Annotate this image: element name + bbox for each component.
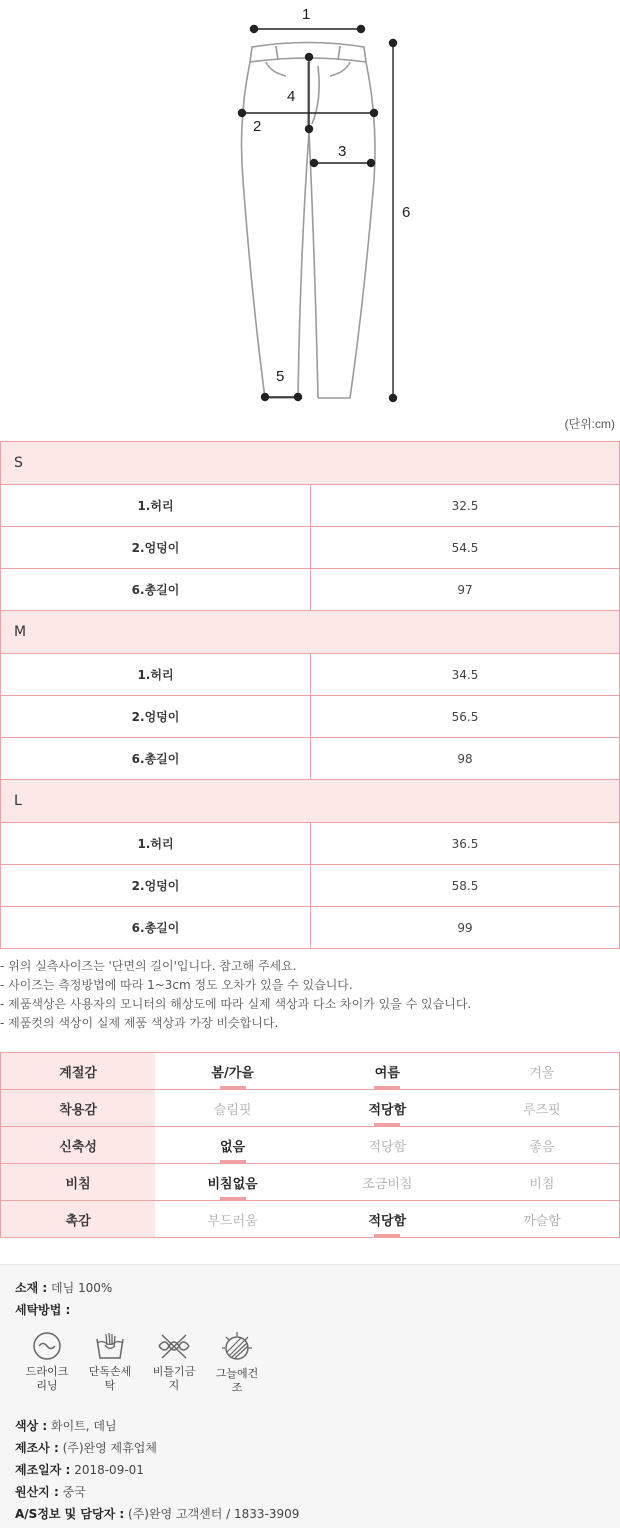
- care-label: 비틀기금 지: [152, 1365, 196, 1392]
- table-row: [1, 738, 620, 780]
- care-item-shade-dry: [212, 1331, 262, 1395]
- unit-label: (단위:cm): [564, 417, 615, 431]
- dimension-label-rise: 4: [287, 88, 296, 105]
- measure-label: 6.총길이: [1, 569, 311, 611]
- care-icons: [22, 1331, 262, 1411]
- measure-value: 36.5: [311, 823, 620, 865]
- table-row: [1, 654, 620, 696]
- wash-label: 세탁방법 :: [15, 1303, 71, 1317]
- feature-label: 착용감: [1, 1090, 156, 1127]
- care-item-dry-clean: [22, 1331, 72, 1393]
- date-value: 2018-09-01: [74, 1463, 144, 1477]
- dimension-label-hip: 2: [253, 118, 262, 135]
- size-table: [0, 441, 620, 949]
- as-value: (주)완영 고객센터 / 1833-3909: [128, 1507, 300, 1521]
- feature-row-touch: [1, 1201, 620, 1238]
- product-info-section: [0, 1264, 620, 1528]
- feature-option-selected: 봄/가을: [155, 1053, 310, 1090]
- care-label: 그늘에건 조: [215, 1367, 259, 1394]
- feature-option-selected: 여름: [310, 1053, 465, 1090]
- size-name: S: [1, 442, 620, 485]
- size-notes: [0, 957, 620, 1033]
- feature-option: 슬림핏: [155, 1090, 310, 1127]
- measure-label: 6.총길이: [1, 907, 311, 949]
- measure-value: 58.5: [311, 865, 620, 907]
- dimension-label-length: 6: [402, 204, 411, 221]
- manufacture-date-row: [15, 1461, 144, 1478]
- feature-option-selected: 없음: [155, 1127, 310, 1164]
- measure-label: 1.허리: [1, 823, 311, 865]
- date-label: 제조일자 :: [15, 1463, 71, 1477]
- care-label: 드라이크 리닝: [25, 1365, 69, 1392]
- color-label: 색상 :: [15, 1419, 48, 1433]
- feature-row-sheer: [1, 1164, 620, 1201]
- feature-option: 좋음: [465, 1127, 620, 1164]
- dimension-label-thigh: 3: [338, 143, 347, 160]
- feature-label: 계절감: [1, 1053, 156, 1090]
- feature-option: 루즈핏: [465, 1090, 620, 1127]
- feature-option: 적당함: [310, 1127, 465, 1164]
- measure-value: 97: [311, 569, 620, 611]
- feature-option: 부드러움: [155, 1201, 310, 1238]
- feature-option-selected: 비침없음: [155, 1164, 310, 1201]
- measure-label: 1.허리: [1, 485, 311, 527]
- feature-option: 까슬함: [465, 1201, 620, 1238]
- feature-table: [0, 1052, 620, 1238]
- shade-dry-icon: [221, 1331, 253, 1363]
- size-header-row: [1, 442, 620, 485]
- pants-size-diagram: [0, 0, 620, 412]
- dry-clean-icon: [32, 1331, 62, 1361]
- measure-value: 56.5: [311, 696, 620, 738]
- measure-label: 1.허리: [1, 654, 311, 696]
- feature-option: 조금비침: [310, 1164, 465, 1201]
- measure-label: 6.총길이: [1, 738, 311, 780]
- size-header-row: [1, 780, 620, 823]
- material-value: 데님 100%: [51, 1281, 113, 1295]
- measure-value: 54.5: [311, 527, 620, 569]
- measure-value: 32.5: [311, 485, 620, 527]
- hand-wash-icon: [94, 1331, 126, 1361]
- color-row: [15, 1417, 117, 1434]
- material-row: [15, 1279, 112, 1296]
- care-label: 단독손세 탁: [88, 1365, 132, 1392]
- care-item-no-wring: [149, 1331, 199, 1393]
- note-line: - 제품컷의 색상이 실제 제품 색상과 가장 비슷합니다.: [0, 1016, 279, 1030]
- measure-label: 2.엉덩이: [1, 527, 311, 569]
- color-value: 화이트, 데님: [51, 1419, 117, 1433]
- size-name: L: [1, 780, 620, 823]
- table-row: [1, 823, 620, 865]
- measure-value: 34.5: [311, 654, 620, 696]
- as-label: A/S정보 및 담당자 :: [15, 1507, 125, 1521]
- maker-value: (주)완영 제휴업체: [62, 1441, 157, 1455]
- as-info-row: [15, 1505, 299, 1522]
- no-wring-icon: [156, 1331, 192, 1361]
- note-line: - 사이즈는 측정방법에 따라 1~3cm 정도 오차가 있을 수 있습니다.: [0, 978, 353, 992]
- origin-label: 원산지 :: [15, 1485, 59, 1499]
- pants-outline-illustration: [0, 0, 620, 412]
- maker-row: [15, 1439, 157, 1456]
- origin-row: [15, 1483, 86, 1500]
- feature-row-season: [1, 1053, 620, 1090]
- care-item-hand-wash: [85, 1331, 135, 1393]
- origin-value: 중국: [62, 1485, 86, 1499]
- material-label: 소재 :: [15, 1281, 48, 1295]
- dimension-label-waist: 1: [302, 6, 311, 23]
- feature-option-selected: 적당함: [310, 1090, 465, 1127]
- table-row: [1, 485, 620, 527]
- feature-option: 겨울: [465, 1053, 620, 1090]
- feature-label: 신축성: [1, 1127, 156, 1164]
- measure-value: 98: [311, 738, 620, 780]
- note-line: - 제품색상은 사용자의 모니터의 해상도에 따라 실제 색상과 다소 차이가 있을 수 있습니다.: [0, 997, 472, 1011]
- size-name: M: [1, 611, 620, 654]
- table-row: [1, 907, 620, 949]
- feature-option-selected: 적당함: [310, 1201, 465, 1238]
- feature-option: 비침: [465, 1164, 620, 1201]
- table-row: [1, 569, 620, 611]
- measure-label: 2.엉덩이: [1, 865, 311, 907]
- maker-label: 제조사 :: [15, 1441, 59, 1455]
- table-row: [1, 696, 620, 738]
- size-header-row: [1, 611, 620, 654]
- feature-row-fit: [1, 1090, 620, 1127]
- note-line: - 위의 실측사이즈는 '단면의 길이'입니다. 참고해 주세요.: [0, 959, 297, 973]
- dimension-label-hem: 5: [276, 368, 285, 385]
- measure-label: 2.엉덩이: [1, 696, 311, 738]
- table-row: [1, 865, 620, 907]
- wash-row: [15, 1301, 70, 1318]
- table-row: [1, 527, 620, 569]
- measure-value: 99: [311, 907, 620, 949]
- feature-row-stretch: [1, 1127, 620, 1164]
- feature-label: 비침: [1, 1164, 156, 1201]
- feature-label: 촉감: [1, 1201, 156, 1238]
